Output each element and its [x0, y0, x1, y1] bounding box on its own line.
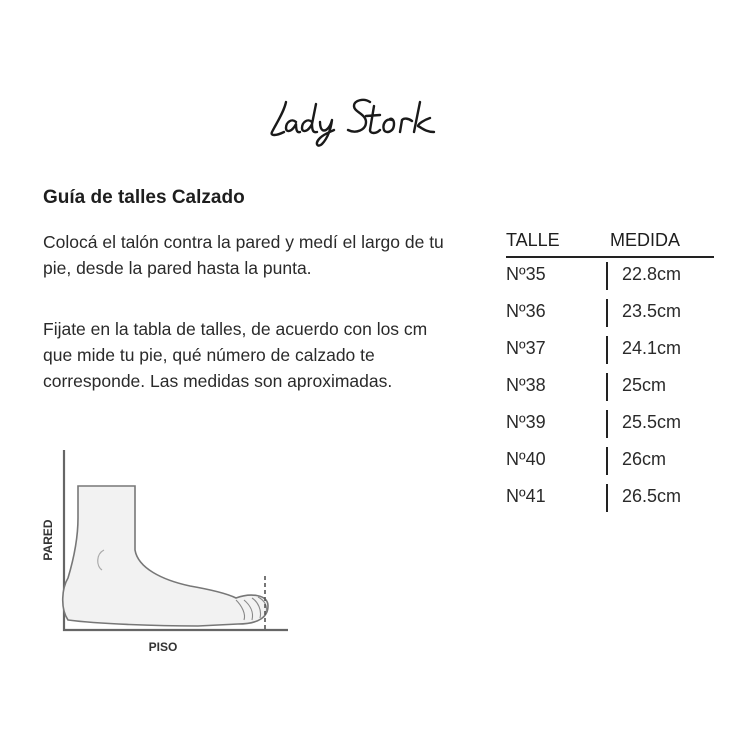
size-cell: Nº38: [506, 375, 546, 395]
table-row: [506, 443, 714, 480]
measure-cell: 25.5cm: [622, 412, 682, 432]
column-divider: [606, 410, 608, 438]
size-cell: Nº40: [506, 449, 546, 469]
column-divider: [606, 373, 608, 401]
table-row: [506, 258, 714, 295]
size-cell: Nº36: [506, 301, 546, 321]
measure-cell: 26cm: [622, 449, 667, 469]
guide-note: Fijate en la tabla de talles, de acuerdo con los cm que mide tu pie, qué número de calzado te corresponde. Las medidas son aproximadas.: [43, 319, 428, 391]
foot-outline-icon: [63, 486, 268, 626]
size-cell: Nº39: [506, 412, 546, 432]
size-column-header: TALLE: [506, 230, 560, 250]
wall-label: PARED: [41, 519, 55, 561]
size-cell: Nº35: [506, 264, 546, 284]
floor-label: PISO: [148, 640, 178, 654]
foot-measurement-diagram: [38, 448, 288, 658]
column-divider: [606, 262, 608, 290]
measure-cell: 24.1cm: [622, 338, 682, 358]
table-row: [506, 295, 714, 332]
table-row: [506, 369, 714, 406]
lady-stork-logo: [262, 88, 462, 150]
measure-cell: 25cm: [622, 375, 667, 395]
column-divider: [606, 447, 608, 475]
measure-cell: 26.5cm: [622, 486, 682, 506]
column-divider: [606, 336, 608, 364]
size-cell: Nº37: [506, 338, 546, 358]
guide-instructions: Colocá el talón contra la pared y medí el largo de tu pie, desde la pared hasta la punta.: [43, 232, 444, 278]
table-row: [506, 406, 714, 443]
size-table: [506, 229, 714, 517]
measure-cell: 23.5cm: [622, 301, 682, 321]
measure-cell: 22.8cm: [622, 264, 682, 284]
column-divider: [606, 299, 608, 327]
size-cell: Nº41: [506, 486, 546, 506]
column-divider: [606, 484, 608, 512]
table-row: [506, 480, 714, 517]
guide-title: Guía de talles Calzado: [43, 187, 245, 208]
size-table-header: [506, 229, 714, 258]
table-row: [506, 332, 714, 369]
measure-column-header: MEDIDA: [610, 230, 681, 250]
